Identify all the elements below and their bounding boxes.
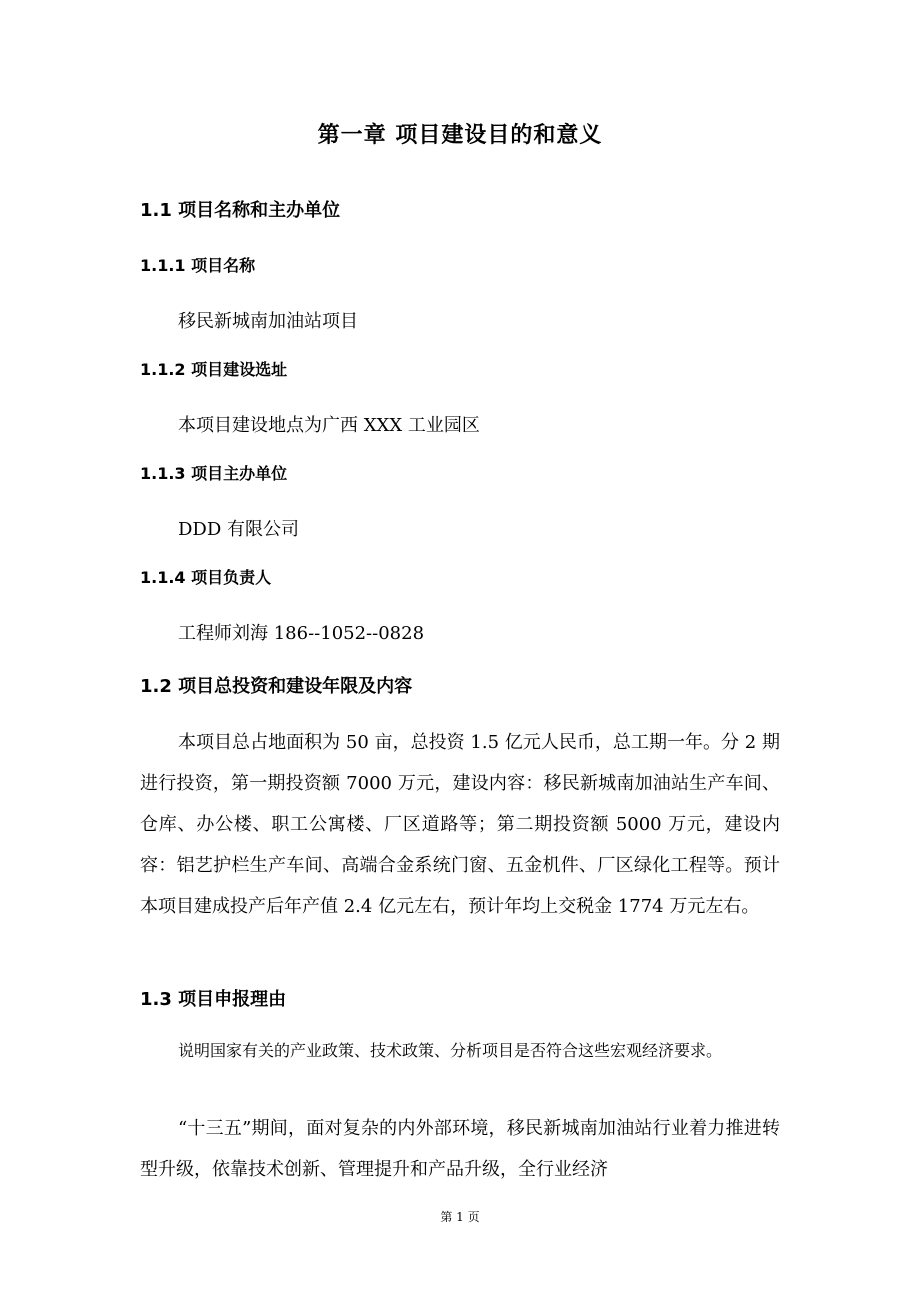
project-lead-text: 工程师刘海 186--1052--0828	[178, 623, 425, 644]
chapter-title: 第一章 项目建设目的和意义	[317, 123, 603, 148]
investment-paragraph: 本项目总占地面积为 50 亩，总投资 1.5 亿元人民币，总工期一年。分 2 期进行投资，第一期投资额 7000 万元，建设内容：移民新城南加油站生产车间、仓库、办公楼、职工公寓楼、厂区道路等；第二期投资额 5000 万元，建设内容：铝艺护栏生产车间、高端合金系统门窗、五金机件、厂区绿化工程等。预计本项目建成投产后年产值 2.4 亿元左右，预计年均上交税金 1774 万元左右。	[140, 732, 780, 917]
policy-paragraph: 说明国家有关的产业政策、技术政策、分析项目是否符合这些宏观经济要求。	[178, 1041, 723, 1060]
section-heading-1-1-3: 1.1.3 项目主办单位	[140, 464, 288, 483]
background-paragraph: “十三五”期间，面对复杂的内外部环境，移民新城南加油站行业着力推进转型升级，依靠技术创新、管理提升和产品升级，全行业经济	[140, 1118, 780, 1180]
project-site-text: 本项目建设地点为广西 XXX 工业园区	[178, 415, 480, 436]
section-heading-1-1-4: 1.1.4 项目负责人	[140, 568, 272, 587]
section-heading-1-1: 1.1 项目名称和主办单位	[140, 200, 341, 221]
page-number: 第 1 页	[440, 1210, 480, 1224]
section-heading-1-2: 1.2 项目总投资和建设年限及内容	[140, 676, 413, 697]
sponsor-text: DDD 有限公司	[178, 519, 300, 540]
section-heading-1-3: 1.3 项目申报理由	[140, 989, 287, 1010]
project-name-text: 移民新城南加油站项目	[178, 311, 358, 332]
section-heading-1-1-1: 1.1.1 项目名称	[140, 256, 256, 275]
section-heading-1-1-2: 1.1.2 项目建设选址	[140, 360, 288, 379]
